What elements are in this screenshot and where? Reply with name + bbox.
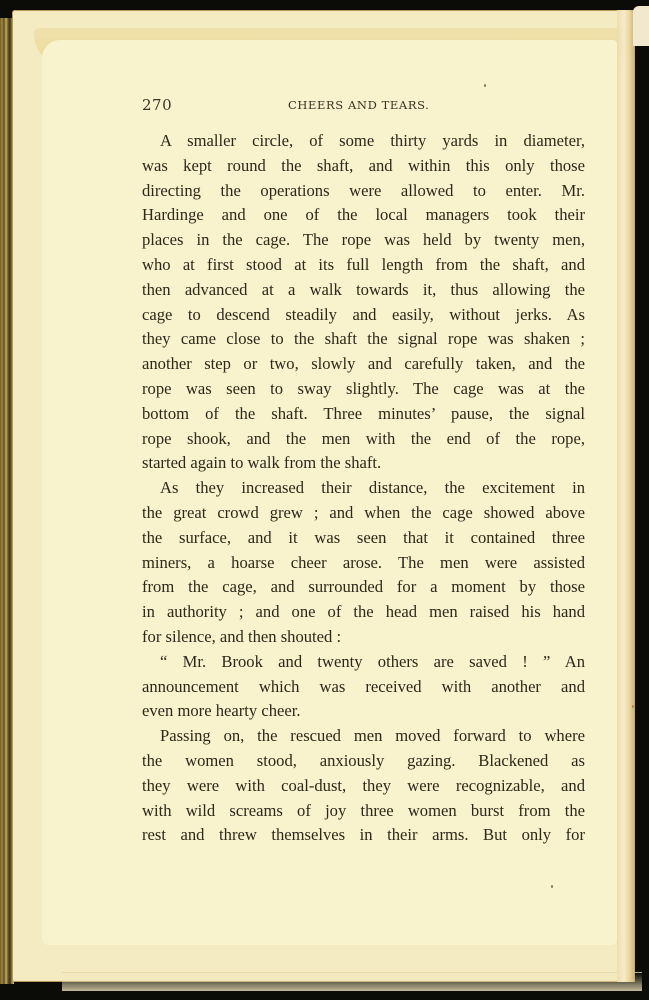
text-line: bottom of the shaft. Three minutes’ pause, the signal [142, 403, 585, 423]
text-line: they were with coal-dust, they were recognizable, and [142, 775, 585, 795]
page-number: 270 [142, 96, 173, 114]
next-page-edge [633, 6, 649, 46]
running-header [142, 96, 586, 120]
text-line: the great crowd grew ; and when the cage showed above [142, 502, 585, 522]
text-line: for silence, and then shouted : [142, 626, 342, 646]
body-text [142, 129, 585, 848]
text-line: rope shook, and the men with the end of the rope, [142, 428, 585, 448]
page-right-edge [617, 10, 635, 982]
running-title: CHEERS AND TEARS. [288, 98, 430, 112]
text-line: announcement which was received with another and [142, 676, 585, 696]
text-line: then advanced at a walk towards it, thus allowing the [142, 279, 585, 299]
text-line: they came close to the shaft the signal rope was shaken ; [142, 329, 585, 349]
text-line: with wild screams of joy three women burst from the [142, 800, 585, 820]
text-line: in authority ; and one of the head men raised his hand [142, 602, 585, 622]
text-line: As they increased their distance, the excitement in [160, 478, 585, 498]
text-line: the women stood, anxiously gazing. Blackened as [142, 750, 585, 770]
paper-speck [484, 84, 486, 87]
paper-speck [551, 885, 553, 888]
text-line: who at first stood at its full length from the shaft, and [142, 254, 585, 274]
text-line: started again to walk from the shaft. [142, 453, 382, 473]
paper-speck [632, 705, 634, 708]
text-line: miners, a hoarse cheer arose. The men were assisted [142, 552, 585, 572]
text-line: directing the operations were allowed to enter. Mr. [142, 180, 585, 200]
text-line: the surface, and it was seen that it contained three [142, 527, 585, 547]
text-line: A smaller circle, of some thirty yards in diameter, [160, 131, 585, 150]
text-line: Hardinge and one of the local managers took their [142, 205, 585, 225]
text-line: even more hearty cheer. [142, 701, 301, 721]
water-stain-bottom [62, 972, 642, 991]
text-line: rest and threw themselves in their arms. But only for [142, 825, 585, 845]
text-line: “ Mr. Brook and twenty others are saved ! ” An [160, 651, 585, 671]
text-line: places in the cage. The rope was held by twenty men, [142, 230, 585, 250]
text-line: was kept round the shaft, and within this only those [142, 155, 585, 175]
text-line: another step or two, slowly and carefully taken, and the [142, 354, 585, 374]
text-line: from the cage, and surrounded for a moment by those [142, 577, 585, 597]
text-line: rope was seen to sway slightly. The cage was at the [142, 378, 585, 398]
text-line: cage to descend steadily and easily, without jerks. As [142, 304, 585, 324]
text-line: Passing on, the rescued men moved forward to where [160, 726, 585, 746]
